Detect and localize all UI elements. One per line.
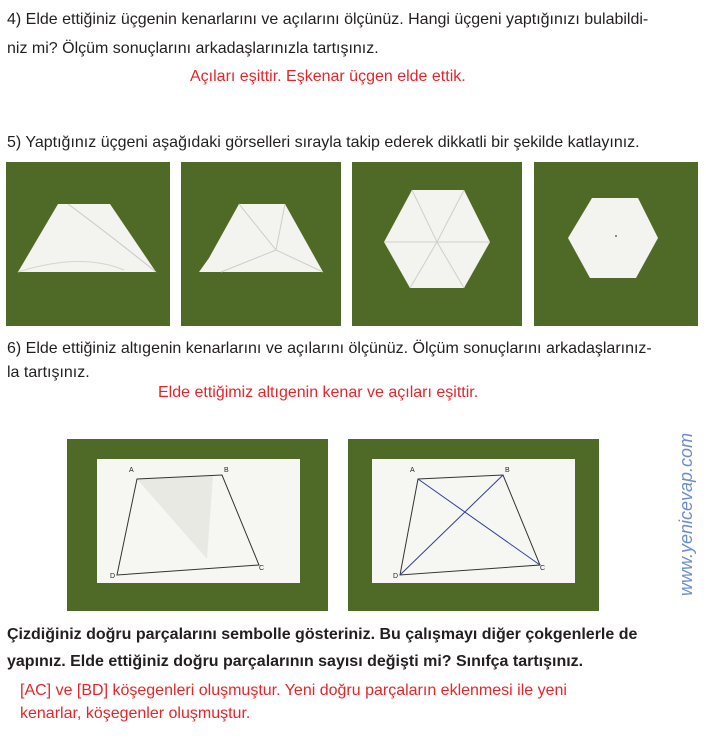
fold-step-4-photo <box>534 162 698 326</box>
q6-text-line2: la tartışınız. <box>7 364 90 381</box>
q7-answer-line2: kenarlar, köşegenler oluşmuştur. <box>20 705 251 722</box>
watermark-text: www.yenicevap.com <box>676 432 696 596</box>
fold-step-1-photo <box>6 162 170 326</box>
q4-answer: Açıları eşittir. Eşkenar üçgen elde ettik. <box>190 68 466 85</box>
watermark <box>670 368 700 598</box>
q6-text-line1: 6) Elde ettiğiniz altıgenin kenarlarını ve açılarını ölçünüz. Ölçüm sonuçlarını arkadaşlarınız- <box>7 340 652 357</box>
quad1-label-b: B <box>224 467 229 474</box>
fold-step-3-photo <box>352 162 522 326</box>
quad1-label-c: C <box>259 565 265 572</box>
quad1-label-d: D <box>110 573 116 580</box>
fold-step-2-photo <box>181 162 341 326</box>
q5-text: 5) Yaptığınız üçgeni aşağıdaki görselleri sırayla takip ederek dikkatli bir şekilde katlayınız. <box>7 134 640 151</box>
quadrilateral-photo-1 <box>67 439 328 611</box>
q4-text-line1: 4) Elde ettiğiniz üçgenin kenarlarını ve açılarını ölçünüz. Hangi üçgeni yaptığınızı bulabildi- <box>7 11 649 28</box>
quad2-label-b: B <box>505 467 510 474</box>
quad2-label-a: A <box>410 467 415 474</box>
q4-text-line2: niz mi? Ölçüm sonuçlarını arkadaşlarınızla tartışınız. <box>7 40 379 57</box>
q6-answer: Elde ettiğimiz altıgenin kenar ve açıları eşittir. <box>158 384 479 401</box>
quad2-label-d: D <box>393 573 399 580</box>
quad2-label-c: C <box>540 565 546 572</box>
q7-answer-line1: [AC] ve [BD] köşegenleri oluşmuştur. Yeni doğru parçaların eklenmesi ile yeni <box>20 682 567 699</box>
quadrilateral-photo-2 <box>348 439 599 611</box>
quad1-label-a: A <box>129 467 134 474</box>
q7-text-line2: yapınız. Elde ettiğiniz doğru parçalarının sayısı değişti mi? Sınıfça tartışınız. <box>7 653 584 670</box>
q7-text-line1: Çizdiğiniz doğru parçalarını sembolle gösteriniz. Bu çalışmayı diğer çokgenlerle de <box>7 626 638 643</box>
